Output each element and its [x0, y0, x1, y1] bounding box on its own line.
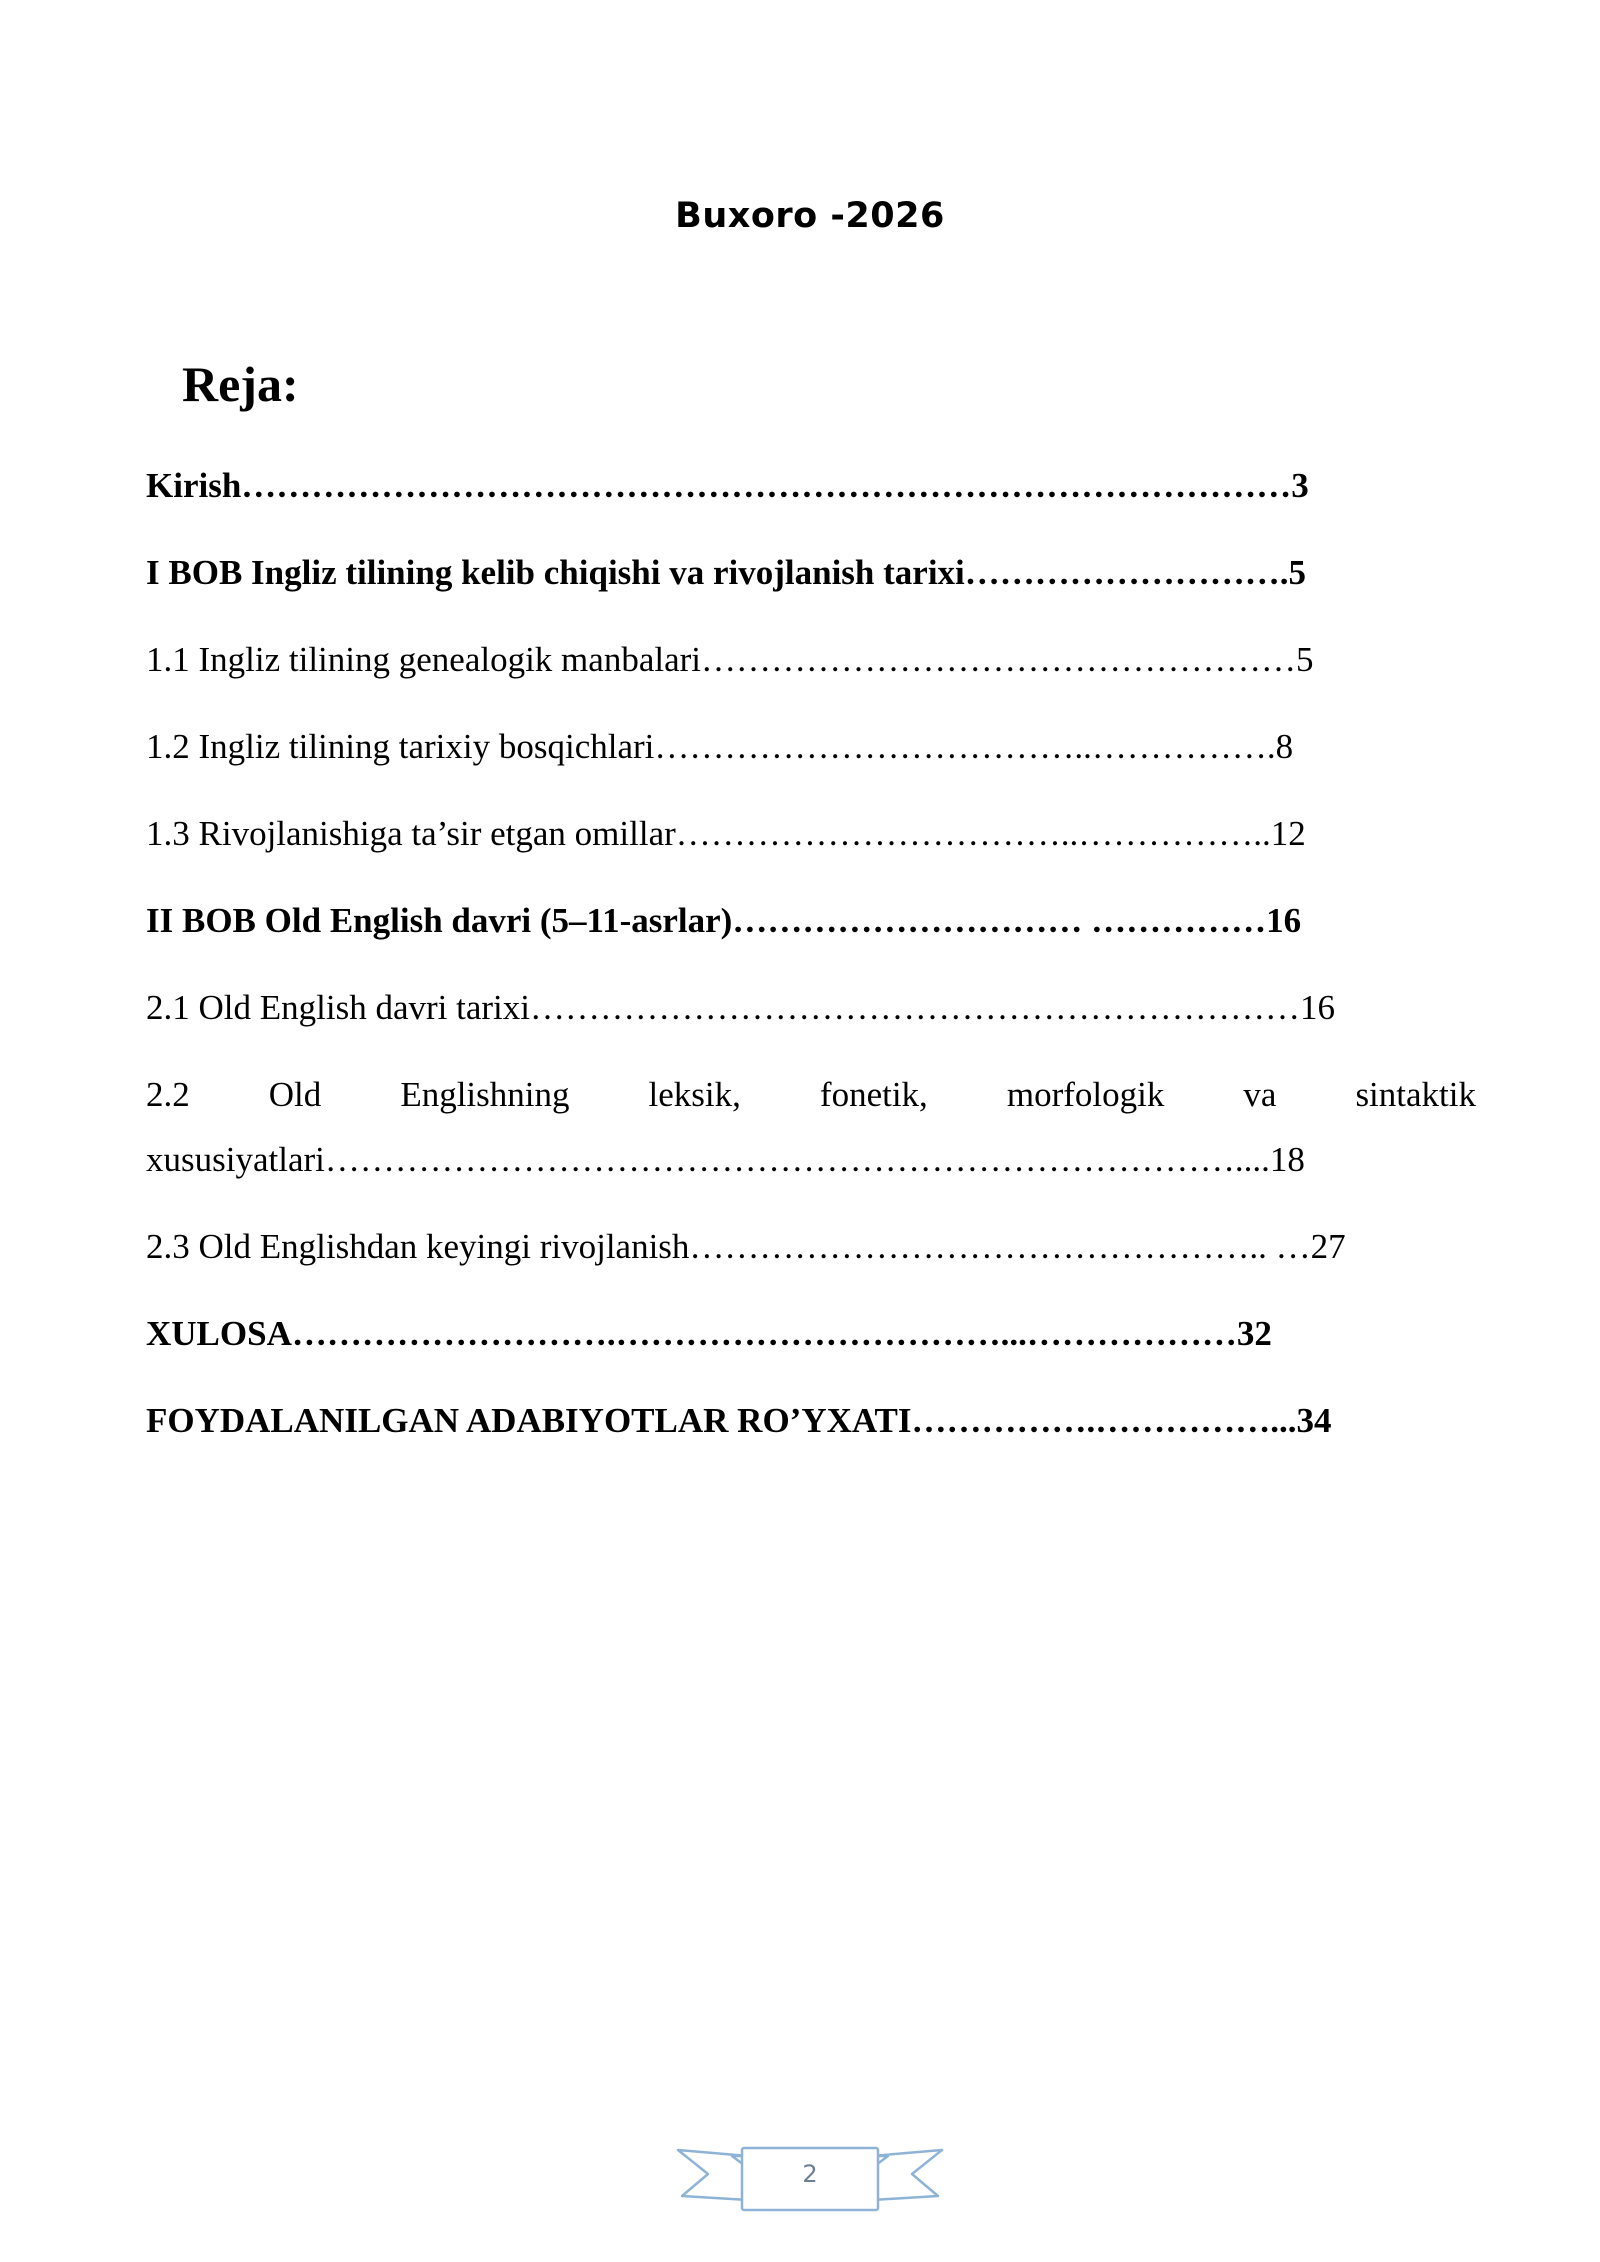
toc-word: 2.2 [146, 1075, 190, 1114]
plan-heading: Reja: [182, 356, 299, 412]
toc-word: sintaktik [1355, 1075, 1476, 1114]
toc-entry-introduction: Kirish………………………………………………………………………………3 [146, 466, 1309, 505]
city-year-heading: Buxoro -2026 [675, 196, 945, 236]
toc-entry-1-3: 1.3 Rivojlanishiga ta’sir etgan omillar……………………………..……………..12 [146, 814, 1306, 853]
toc-entry-2-1: 2.1 Old English davri tarixi…………………………………………………………16 [146, 988, 1335, 1027]
toc-word: Old [268, 1075, 322, 1114]
toc-word: morfologik [1006, 1075, 1165, 1114]
page-number: 2 [802, 2160, 818, 2188]
toc-entry-chapter-1: I BOB Ingliz tilining kelib chiqishi va rivojlanish tarixi……………………….5 [146, 553, 1307, 592]
toc-entry-2-2-line-2: xususiyatlari……………………………………………………………………....18 [146, 1140, 1305, 1179]
toc-entry-1-2: 1.2 Ingliz tilining tarixiy bosqichlari………………………………..…………….8 [146, 727, 1294, 766]
toc-word: Englishning [400, 1075, 570, 1114]
page-number-badge [672, 2134, 948, 2214]
toc-word: leksik, [648, 1075, 741, 1114]
toc-word: fonetik, [819, 1075, 928, 1114]
toc-entry-2-2-line-1 [146, 1071, 1476, 1119]
toc-entry-2-3: 2.3 Old Englishdan keyingi rivojlanish………………………………………….. …27 [146, 1227, 1346, 1266]
toc-entry-references: FOYDALANILGAN ADABIYOTLAR RO’YXATI…………….……………...34 [146, 1401, 1332, 1440]
toc-entry-chapter-2: II BOB Old English davri (5–11-asrlar)………………………… ……………16 [146, 901, 1302, 940]
toc-entry-1-1: 1.1 Ingliz tilining genealogik manbalari……………………………………………5 [146, 640, 1314, 679]
toc-word: va [1243, 1075, 1277, 1114]
toc-entry-conclusion: XULOSA……………………….……………………………...………………32 [146, 1314, 1272, 1353]
